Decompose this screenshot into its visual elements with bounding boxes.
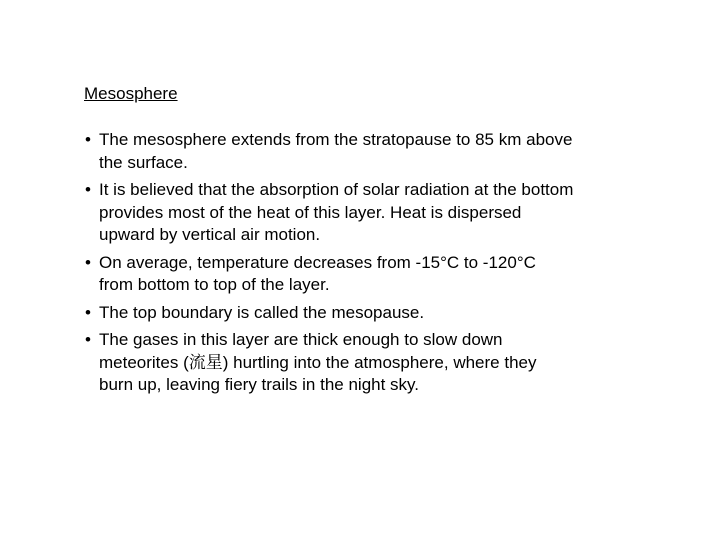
- bullet-item-absorption: [84, 179, 574, 247]
- bullet-item-meteorites: [84, 329, 574, 397]
- slide-title: Mesosphere: [84, 84, 178, 103]
- bullet-dot: •: [85, 252, 91, 272]
- bullet-dot: •: [85, 130, 91, 149]
- bullet-item-temperature: [84, 252, 574, 297]
- bullet-text: The mesosphere extends from the stratopause to 85 km above the surface.: [99, 130, 573, 172]
- bullet-text: The gases in this layer are thick enough to slow down meteorites (流星) hurtling into the atmosphere, where they burn up, leaving fiery trails in the night sky.: [99, 330, 537, 394]
- bullet-list: [84, 129, 574, 402]
- bullet-dot: •: [85, 180, 91, 199]
- bullet-text: It is believed that the absorption of solar radiation at the bottom provides most of the heat of this layer. Heat is dispersed upward by vertical air motion.: [99, 180, 574, 244]
- bullet-dot: •: [85, 302, 91, 322]
- bullet-item-mesopause: [84, 302, 574, 325]
- bullet-dot: •: [85, 330, 91, 349]
- bullet-text: On average, temperature decreases from -15°C to -120°C from bottom to top of the layer.: [99, 252, 536, 294]
- bullet-text: The top boundary is called the mesopause.: [99, 302, 425, 322]
- bullet-item-stratopause: [84, 129, 574, 174]
